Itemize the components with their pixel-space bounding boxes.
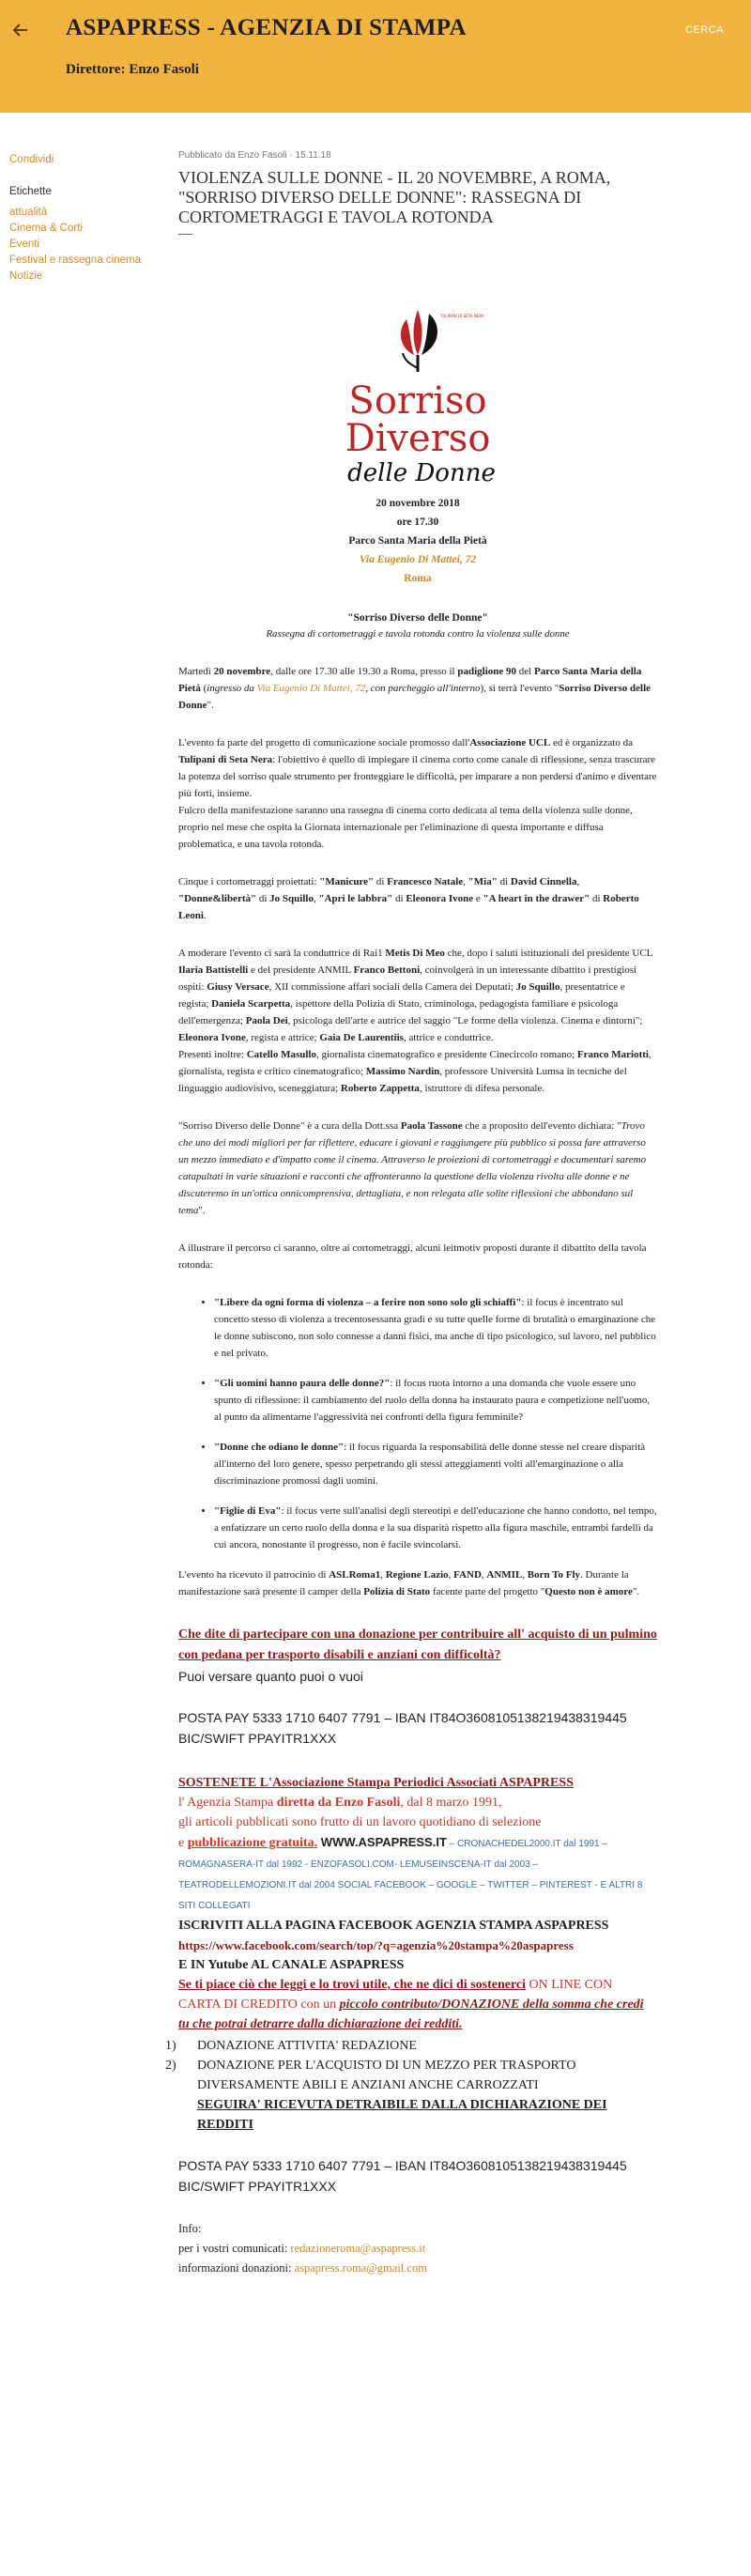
tulip-icon	[401, 310, 437, 372]
paragraph-guests: A moderare l'evento ci sarà la conduttrice di Rai1 Metis Di Meo che, dopo i saluti istituzionali del presidente UCL Ilaria Battistelli e del presidente ANMIL Franco Bettoni, coinvolgerà in un interessante dibattito i prestigiosi ospiti: Giusy Versace, XII commissione affari sociali della Camera dei Deputati; Jo Squillo, presentatrice e regista; Daniela Scarpetta, ispettore della Polizia di Stato, criminologa, pedagogista familiare e psicologa dell'emergenza; Paola Dei, psicologa dell'arte e autrice del saggio "Le forme della violenza. Cinema e dintorni"; Eleonora Ivone, regista e attrice; Gaia De Laurentiis, attrice e conduttrice. Presenti inoltre: Catello Masullo, giornalista cinematografico e presidente Cinecircolo romano; Franco Mariotti, giornalista, regista e critico cinematografico; Massimo Nardin, professore Università Lumsa in tecniche del linguaggio audiovisivo, sceneggiatura; Roberto Zappetta, istruttore di difesa personale.	[178, 948, 652, 1094]
logo-small-text: TULIPANI DI SETA NERA	[440, 314, 484, 318]
list-item: • "Figlie di Eva": il focus verte sull'analisi degli stereotipi e dell'educazione che hanno condotto, nel tempo, a enfatizzare un certo ruolo della donna e la sua disparità rispetto alla figura maschile, entrambi fardelli da cui ancora, nonostante il progresso, non è facile svincolarsi.	[214, 1503, 657, 1553]
blog-header	[0, 0, 751, 113]
label-link-festival[interactable]: Festival e rassegna cinema	[9, 255, 141, 266]
label-link-cinema-corti[interactable]: Cinema & Corti	[9, 223, 83, 234]
press-email-link[interactable]: redazioneroma@aspapress.it	[290, 2242, 426, 2255]
support-title[interactable]: SOSTENETE L'Associazione Stampa Periodici Associati ASPAPRESS	[178, 1776, 574, 1790]
paragraph-intro: Martedì 20 novembre, dalle ore 17.30 alle 19.30 a Roma, presso il padiglione 90 del Parco Santa Maria della Pietà (ingresso da Via Eugenio Di Mattei, 72, con parcheggio all'interno), si terrà l'evento "Sorriso Diverso delle Donne".	[178, 666, 651, 711]
event-subtitle	[178, 610, 657, 642]
sorriso-diverso-logo	[324, 293, 512, 490]
donation-email-link[interactable]: aspapress.roma@gmail.com	[294, 2261, 427, 2275]
facebook-title: ISCRIVITI ALLA PAGINA FACEBOOK AGENZIA STAMPA ASPAPRESS	[178, 1919, 609, 1933]
event-city: Roma	[404, 573, 432, 584]
share-link[interactable]: Condividi	[9, 154, 54, 165]
sites-list: – CRONACHEDEL2000.IT dal 1991 – ROMAGNASERA-IT dal 1992 - ENZOFASOLI.COM- LEMUSEINSCENA-IT dal 2003 – TEATRODELLEMOZIONI.IT dal 2004 SOCIAL FACEBOOK – GOOGLE – TWITTER – PINTEREST - E ALTRI 8 SITI COLLEGATI	[178, 1839, 643, 1911]
subtitle-italic: Rassegna di cortometraggi e tavola rotonda contro la violenza sulle donne	[266, 628, 570, 640]
labels-heading: Etichette	[9, 186, 52, 197]
label-link-eventi[interactable]: Eventi	[9, 239, 39, 250]
sidebar	[9, 154, 169, 282]
paragraph-patronage: L'evento ha ricevuto il patrocinio di ASLRoma1, Regione Lazio, FAND, ANMIL, Born To Fly. Durante la manifestazione sarà presente il camper della Polizia di Stato facente parte del progetto "Questo non è amore".	[178, 1569, 640, 1597]
donation-sub: Puoi versare quanto puoi o vuoi	[178, 1669, 363, 1684]
list-item: • "Donne che odiano le donne": il focus riguarda la responsabilità delle donne stesse nel creare disparità all'interno del loro genere, spesso perpetrando gli stessi atteggiamenti volti all'emarginazione o alla discriminazione promossi dagli uomini.	[214, 1439, 657, 1489]
back-arrow-icon[interactable]	[11, 21, 30, 39]
site-title[interactable]: ASPAPRESS - AGENZIA DI STAMPA	[66, 15, 467, 40]
post-title: VIOLENZA SULLE DONNE - IL 20 NOVEMBRE, A ROMA, "SORRISO DIVERSO DELLE DONNE": RASSEGNA DI CORTOMETRAGGI E TAVOLA ROTONDA	[178, 168, 611, 226]
label-link-notizie[interactable]: Notizie	[9, 270, 43, 282]
subtitle-bold: "Sorriso Diverso delle Donne"	[347, 612, 488, 624]
event-place: Parco Santa Maria della Pietà	[348, 535, 487, 547]
event-address-link[interactable]: Via Eugenio Di Mattei, 72	[359, 554, 477, 565]
list-item: • "Gli uomini hanno paura delle donne?": il focus ruota intorno a una domanda che vuole essere uno spunto di riflessione: il cambiamento del ruolo della donna ha instaurato paura e competizione nell'uomo, al punto da alimentarne l'aggressività nei confronti della figura femminile?	[214, 1375, 657, 1426]
paragraph-project: L'evento fa parte del progetto di comunicazione sociale promosso dall'Associazione UCL ed è organizzato da Tulipani di Seta Nera: l'obiettivo è quello di impiegare il cinema corto come canale di riflessione, senza trascurare la potenza del sorriso quale strumento per fronteggiare le difficoltà, per imparare a non perdersi d'animo e diventare più forti, insieme. Fulcro della manifestazione saranno una rassegna di cinema corto dedicata al tema della violenza sulle donne, proprio nel mese che ospita la Giornata internazionale per l'eliminazione di questa importante e diffusa problematica, e una tavola rotonda.	[178, 737, 657, 850]
address-link[interactable]: Via Eugenio Di Mattei, 72	[256, 683, 366, 694]
search-button[interactable]: CERCA	[685, 24, 725, 36]
logo-word-delle-donne: delle Donne	[347, 459, 496, 487]
donation-cta-link[interactable]: Che dite di partecipare con una donazione per contribuire all' acquisto di un pulmino con pedana per trasporto disabili e anziani con difficoltà?	[178, 1627, 657, 1662]
themes-list	[178, 1294, 657, 1553]
list-item: • "Libere da ogni forma di violenza – a ferire non sono solo gli schiaffi": il focus è incentrato sul concetto stesso di violenza a trecentosessanta gradi e su tutte quelle forme di brutalità o emarginazione che le donne subiscono, non solo connesse a danni fisici, ma anche di tipo psicologico, sul lavoro, nel pubblico e nel privato.	[214, 1294, 657, 1362]
title-dash: —	[178, 226, 192, 241]
post-meta: Pubblicato da Enzo Fasoli · 15.11.18	[178, 150, 331, 161]
bic-line-2: BIC/SWIFT PPAYITR1XXX	[178, 2179, 337, 2194]
event-date: 20 novembre 2018	[376, 498, 460, 509]
site-link[interactable]: WWW.ASPAPRESS.IT	[317, 1835, 447, 1849]
paragraph-leitmotiv: A illustrare il percorso ci saranno, oltre ai cortometraggi, alcuni leitmotiv proposti durante il dibattito della tavola rotonda:	[178, 1242, 647, 1271]
list-item: 1) DONAZIONE ATTIVITA' REDAZIONE	[165, 2039, 417, 2053]
iban-line-1: POSTA PAY 5333 1710 6407 7791 – IBAN IT84O3608105138219438319445	[178, 1710, 627, 1725]
paragraph-shorts: Cinque i cortometraggi proiettati: "Manicure" di Francesco Natale, "Mia" di David Cinnella, "Donne&libertà" di Jo Squillo, "Apri le labbra" di Eleonora Ivone e "A heart in the drawer" di Roberto Leoni.	[178, 876, 639, 921]
post-body	[165, 150, 657, 2278]
logo-word-sorriso: Sorriso	[348, 379, 487, 423]
label-link-attualita[interactable]: attualità	[9, 207, 48, 218]
event-details	[178, 494, 657, 588]
paragraph-quote: "Sorriso Diverso delle Donne" è a cura della Dott.ssa Paola Tassone che a proposito dell'evento dichiara: "Trovo che uno dei modi migliori per far riflettere, educare i giovani e raggiungere più pubblico si possa fare attraverso un mezzo immediato e d'impatto come il cinema. Attraverso le proiezioni di cortometraggi e documentari saremo catapultati in varie situazioni e racconti che affronteranno la questione della violenza rivolta alle donne e ne discuteremo in un'ottica onnicomprensiva, dettagliata, e non relegata alle solite riflessioni che abbondano sul tema".	[178, 1120, 647, 1216]
bic-line-1: BIC/SWIFT PPAYITR1XXX	[178, 1731, 337, 1746]
logo-word-diverso: Diverso	[345, 417, 491, 460]
facebook-url-link[interactable]: https://www.facebook.com/search/top/?q=agenzia%20stampa%20aspapress	[178, 1938, 574, 1952]
iban-line-2: POSTA PAY 5333 1710 6407 7791 – IBAN IT84O3608105138219438319445	[178, 2158, 627, 2173]
deductible-note: SEGUIRA' RICEVUTA DETRAIBILE DALLA DICHIARAZIONE DEI REDDITI	[197, 2098, 607, 2132]
list-item: 2) DONAZIONE PER L'ACQUISTO DI UN MEZZO PER TRASPORTO DIVERSAMENTE ABILI E ANZIANI ANCHE CARROZZATI	[165, 2059, 576, 2092]
support-block: SOSTENETE L'Associazione Stampa Periodici Associati ASPAPRESS l' Agenzia Stampa diretta da Enzo Fasoli, dal 8 marzo 1991, gli articoli pubblicati sono frutto di un lavoro quotidiano di selezione e pubblicazione gratuita. WWW.ASPAPRESS.IT – CRONACHEDEL2000.IT dal 1991 – ROMAGNASERA-IT dal 1992 - ENZOFASOLI.COM- LEMUSEINSCENA-IT dal 2003 – TEATRODELLEMOZIONI.IT dal 2004 SOCIAL FACEBOOK – GOOGLE – TWITTER – PINTEREST - E ALTRI 8 SITI COLLEGATI ISCRIVITI ALLA PAGINA FACEBOOK AGENZIA STAMPA ASPAPRESS https://www.facebook.com/search/top/?q=agenzia%20stampa%20aspapress E IN Yutube AL CANALE ASPAPRESS Se ti piace ciò che leggi e lo trovi utile, che ne dici di sostenerci ON LINE CON CARTA DI CREDITO con un piccolo contributo/DONAZIONE della somma che credi tu che potrai detrarre dalla dichiarazione dei redditi.	[178, 1773, 657, 2034]
donation-options	[165, 2036, 657, 2135]
event-time: ore 17.30	[396, 517, 439, 528]
youtube-line[interactable]: E IN Yutube AL CANALE ASPAPRESS	[178, 1958, 405, 1972]
site-description: Direttore: Enzo Fasoli	[66, 62, 199, 77]
info-block: Info: per i vostri comunicati: redazioneroma@aspapress.it informazioni donazioni: aspapress.roma@gmail.com	[178, 2222, 427, 2275]
